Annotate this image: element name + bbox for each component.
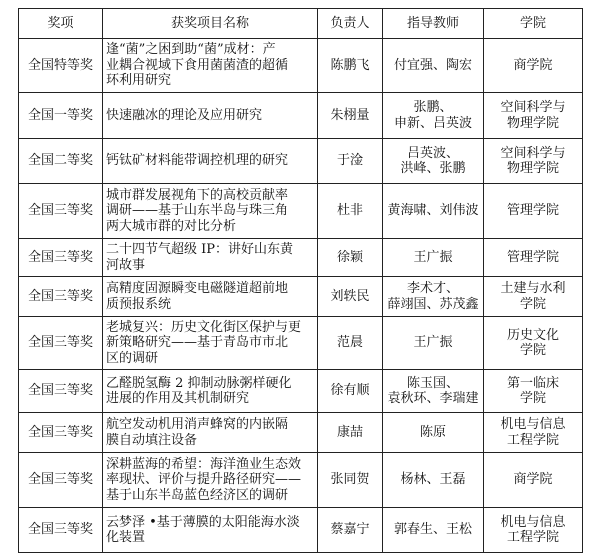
lead-cell: 杜非 [318,184,383,239]
project-title-cell [103,39,318,93]
award-cell: 全国三等奖 [19,184,103,239]
award-cell: 全国三等奖 [19,413,103,453]
mentor-cell-line: 黄海啸、刘伟波 [387,203,479,219]
project-title-cell-line: 航空发动机用消声蜂窝的内嵌隔 [106,417,289,432]
project-title-cell-line: 两大城市群的对比分析 [106,218,237,234]
award-cell: 全国三等奖 [19,453,103,508]
mentor-cell-line: 杨林、王磊 [400,472,466,488]
award-cell: 全国三等奖 [19,317,103,370]
project-title-cell-line: 云梦泽 •基于薄膜的太阳能海水淡 [106,514,300,530]
awards-table [18,8,583,553]
table-body [19,39,583,553]
college-cell-line: 管理学院 [506,203,559,219]
table-row [19,277,583,317]
header-row [19,9,583,39]
table-row [19,453,583,508]
award-cell: 全国三等奖 [19,370,103,413]
table-row [19,508,583,553]
mentor-cell [383,453,484,508]
table-row [19,370,583,413]
award-cell: 全国二等奖 [19,139,103,184]
college-cell-line: 物理学院 [506,115,559,131]
mentor-cell [383,93,484,139]
mentor-cell-line: 付宜强、陶宏 [393,57,472,73]
project-title-cell [103,508,318,553]
college-cell-line: 空间科学与 [500,100,566,115]
award-cell: 全国三等奖 [19,508,103,553]
header-mentor: 指导教师 [383,9,484,39]
table-row [19,39,583,93]
project-title-cell-line: 业耦合视域下食用菌菌渣的超循 [106,57,289,73]
college-cell-line: 历史文化 [506,327,559,343]
college-cell [484,277,583,317]
lead-cell: 于淦 [318,139,383,184]
college-cell-line: 管理学院 [506,249,559,265]
project-title-cell-line: 快速融冰的理论及应用研究 [106,107,263,123]
college-cell [484,184,583,239]
project-title-cell [103,184,318,239]
mentor-cell-line: 郭春生、王松 [393,522,472,538]
project-title-cell-line: 进展的作用及其机制研究 [106,391,250,406]
award-cell: 全国三等奖 [19,277,103,317]
header-lead: 负责人 [318,9,383,39]
mentor-cell-line: 李术才、 [406,281,459,296]
project-title-cell-line: 化装置 [106,530,146,545]
project-title-cell-line: 基于山东半岛蓝色经济区的调研 [106,487,289,503]
college-cell-line: 空间科学与 [500,145,566,161]
award-cell: 全国一等奖 [19,93,103,139]
project-title-cell-line: 河故事 [106,257,146,273]
mentor-cell-line: 陈原 [419,424,446,440]
college-cell [484,370,583,413]
project-title-cell-line: 乙醛脱氢酶 2 抑制动脉粥样硬化 [106,375,292,391]
table-row [19,139,583,184]
mentor-cell [383,139,484,184]
project-title-cell [103,239,318,277]
college-cell [484,508,583,553]
header-college: 学院 [484,9,583,39]
table-row [19,93,583,139]
lead-cell: 蔡嘉宁 [318,508,383,553]
project-title-cell [103,317,318,370]
header-award: 奖项 [19,9,103,39]
mentor-cell [383,39,484,93]
mentor-cell-line: 洪峰、张鹏 [400,161,466,176]
college-cell-line: 土建与水利 [500,281,566,296]
lead-cell: 朱栩量 [318,93,383,139]
mentor-cell-line: 张鹏、 [413,100,453,115]
college-cell-line: 学院 [519,296,546,312]
college-cell-line: 物理学院 [506,161,559,176]
project-title-cell-line: 二十四节气超级 IP：讲好山东黄 [106,242,294,257]
mentor-cell-line: 王广振 [413,335,453,351]
lead-cell: 刘轶民 [318,277,383,317]
college-cell-line: 工程学院 [506,432,559,448]
project-title-cell-line: 新策略研究——基于青岛市市北 [106,335,289,351]
mentor-cell [383,370,484,413]
mentor-cell [383,413,484,453]
lead-cell: 陈鹏飞 [318,39,383,93]
college-cell [484,317,583,370]
table-header [19,9,583,39]
table-row [19,317,583,370]
project-title-cell-line: 深耕蓝海的希望：海洋渔业生态效 [106,456,302,472]
college-cell-line: 机电与信息 [500,417,566,432]
mentor-cell [383,277,484,317]
table-row [19,239,583,277]
mentor-cell [383,239,484,277]
table-row [19,184,583,239]
project-title-cell [103,370,318,413]
award-cell: 全国特等奖 [19,39,103,93]
college-cell [484,453,583,508]
project-title-cell [103,413,318,453]
college-cell [484,93,583,139]
mentor-cell [383,508,484,553]
project-title-cell-line: 区的调研 [106,350,159,366]
college-cell-line: 商学院 [513,472,553,488]
lead-cell: 康喆 [318,413,383,453]
college-cell-line: 学院 [519,391,546,406]
college-cell-line: 工程学院 [506,530,559,545]
project-title-cell-line: 城市群发展视角下的高校贡献率 [106,187,289,203]
table-row [19,413,583,453]
project-title-cell [103,93,318,139]
mentor-cell [383,184,484,239]
college-cell-line: 第一临床 [506,375,559,391]
project-title-cell-line: 钙钛矿材料能带调控机理的研究 [106,153,289,169]
project-title-cell-line: 质预报系统 [106,296,172,312]
project-title-cell-line: 率现状、评价与提升路径研究—— [106,472,302,488]
lead-cell: 张同贺 [318,453,383,508]
mentor-cell-line: 王广振 [413,249,453,265]
mentor-cell-line: 袁秋环、李瑞建 [387,391,479,406]
college-cell [484,413,583,453]
project-title-cell [103,139,318,184]
college-cell-line: 学院 [519,343,546,358]
project-title-cell-line: 膜自动填注设备 [106,432,198,448]
mentor-cell-line: 陈玉国、 [406,375,459,391]
mentor-cell-line: 薛翊国、苏茂鑫 [387,296,479,312]
project-title-cell-line: 调研——基于山东半岛与珠三角 [106,203,289,219]
project-title-cell-line: 高精度固源瞬变电磁隧道超前地 [106,281,289,296]
project-title-cell [103,453,318,508]
college-cell-line: 商学院 [513,57,553,73]
project-title-cell-line: 逢“菌”之困到助“菌”成材：产 [106,42,276,58]
project-title-cell-line: 老城复兴：历史文化街区保护与更 [106,319,302,335]
college-cell [484,239,583,277]
award-cell: 全国三等奖 [19,239,103,277]
mentor-cell-line: 吕英波、 [406,145,459,161]
project-title-cell-line: 环利用研究 [106,73,172,89]
college-cell-line: 机电与信息 [500,514,566,530]
mentor-cell [383,317,484,370]
lead-cell: 徐颖 [318,239,383,277]
mentor-cell-line: 申新、吕英波 [393,115,472,131]
lead-cell: 徐有顺 [318,370,383,413]
lead-cell: 范晨 [318,317,383,370]
header-project-title: 获奖项目名称 [103,9,318,39]
college-cell [484,39,583,93]
college-cell [484,139,583,184]
project-title-cell [103,277,318,317]
